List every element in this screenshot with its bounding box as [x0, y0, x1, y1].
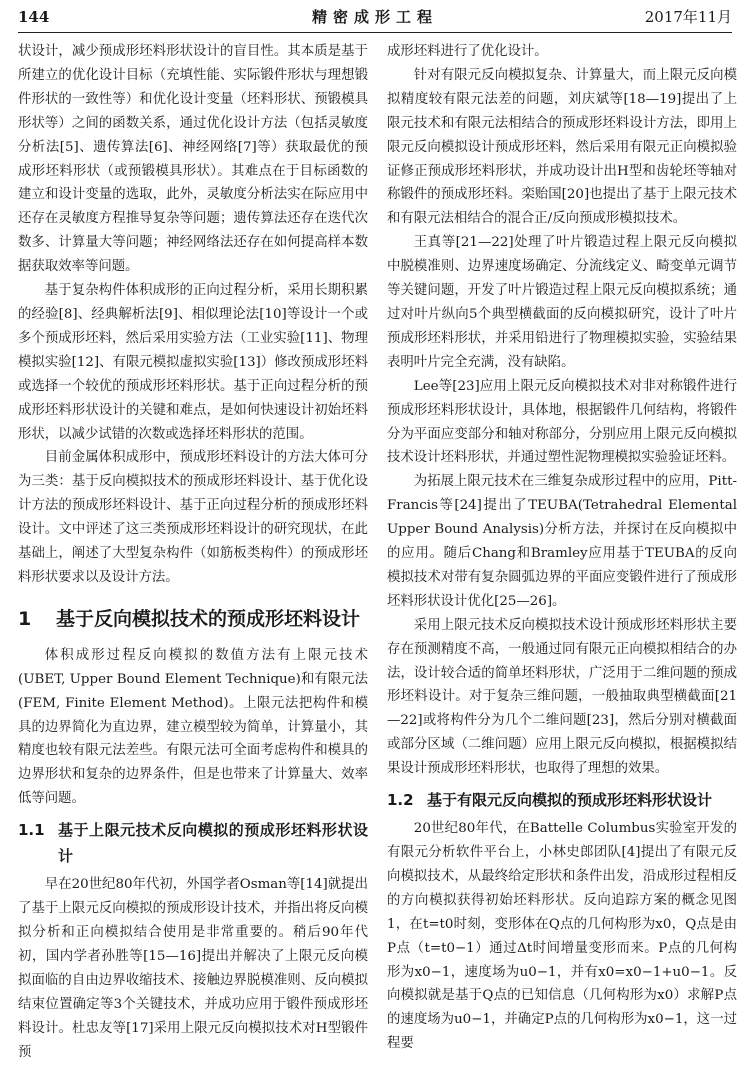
paragraph: 王真等[21—22]处理了叶片锻造过程上限元反向模拟中脱模准则、边界速度场确定、分流线定义、畸变单元调节等关键问题，开发了叶片锻造过程上限元反向模拟系统；通过对叶片纵向5个典型横截面的反向模拟研究，设计了叶片预成形坯料形状，并采用铅进行了物理模拟实验，实验结果表明叶片完全充满，没有缺陷。 [387, 235, 737, 370]
paragraph: 针对有限元反向模拟复杂、计算量大，而上限元反向模拟精度较有限元法差的问题，刘庆斌等[18—19]提出了上限元技术和有限元法相结合的预成形坯料设计方法，即用上限元反向模拟设计预成形坯料，然后采用有限元正向模拟验证修正预成形坯料形状，并成功设计出H型和齿轮坯等轴对称锻件的预成形坯料。栾贻国[20]也提出了基于上限元技术和有限元法相结合的混合正/反向预成形模拟技术。 [387, 67, 737, 227]
issue-date: 2017年11月 [644, 8, 732, 26]
paragraph: 基于复杂构件体积成形的正向过程分析，采用长期积累的经验[8]、经典解析法[9]、相似理论法[10]等设计一个或多个预成形坯料，然后采用实验方法（工业实验[11]、物理模拟实验[12]、有限元模拟虚拟实验[13]）修改预成形坯料或选择一个较优的预成形坯料形状。基于正向过程分析的预成形坯料形状设计的关键和难点，是如何快速设计初始坯料形状，以减少试错的次数或选择坯料形状的范围。 [18, 283, 368, 442]
paragraph: 目前金属体积成形中，预成形坯料设计的方法大体可分为三类：基于反向模拟技术的预成形坯料设计、基于优化设计方法的预成形坯料设计、基于正向过程分析的预成形坯料设计。文中评述了这三类预成形坯料设计的研究现状，在此基础上，阐述了大型复杂构件（如筋板类构件）的预成形坯料形状要求以及设计方法。 [18, 450, 368, 585]
section-number: 1.2 [387, 791, 414, 810]
section-heading-1 [18, 602, 368, 636]
paragraph: 体积成形过程反向模拟的数值方法有上限元技术(UBET, Upper Bound Element Technique)和有限元法(FEM, Finite Element Method)。上限元法把构件和模具的边界简化为直边界，建立模型较为简单，计算量小，其精度也较有限元法差些。有限元法可全面考虑构件和模具的边界形状和复杂的边界条件，但是也带来了计算量大、效率低等问题。 [18, 647, 368, 807]
left-column [18, 40, 368, 1064]
section-number: 1.1 [18, 821, 45, 840]
section-heading-1-2 [387, 787, 737, 813]
right-column [387, 40, 737, 1056]
paragraph: 早在20世纪80年代初，外国学者Osman等[14]就提出了基于上限元反向模拟的预成形设计技术，并指出将反向模拟分析和正向模拟结合使用是非常重要的。稍后90年代初，国内学者孙胜等[15—16]提出并解决了上限元反向模拟面临的自由边界收缩技术、接触边界脱模准则、反向模拟结束位置确定等3个关键技术，并成功应用于锻件预成形坯料设计。杜忠友等[17]采用上限元反向模拟技术对H型锻件预 [18, 877, 368, 1060]
paragraph: 采用上限元技术反向模拟技术设计预成形坯料形状主要存在预测精度不高，一般通过同有限元正向模拟相结合的办法，设计较合适的简单坯料形状，广泛用于二维问题的预成形坯料设计。对于复杂三维问题，一般抽取典型横截面[21—22]或将构件分为几个二维问题[23]，然后分别对横截面或部分区域（二维问题）应用上限元反向模拟，根据模拟结果设计预成形坯料形状，也取得了理想的效果。 [387, 617, 737, 777]
paragraph: 为拓展上限元技术在三维复杂成形过程中的应用，Pitt-Francis等[24]提出了TEUBA(Tetrahedral Elemental Upper Bound Analysis)分析方法，并探讨在反向模拟中的应用。随后Chang和Bramley应用基于TEUBA的反向模拟技术对带有复杂圆弧边界的平面应变锻件进行了预成形坯料形状设计优化[25—26]。 [387, 474, 737, 609]
journal-name: 精密成形工程 [311, 8, 438, 26]
section-heading-1-1 [18, 817, 368, 869]
paragraph: 20世纪80年代，在Battelle Columbus实验室开发的有限元分析软件平台上，小林史郎团队[4]提出了有限元反向模拟技术，从最终给定形状和条件出发，沿成形过程相反的方向模拟获得初始坯料形状。反向追踪方案的概念见图1，在t=t0时刻，变形体在Q点的几何构形为x0，Q点是由P点（t=t0−1）通过Δt时间增量变形而来。P点的几何构形为x0−1，速度场为u0−1，并有x0=x0−1+u0−1。反向模拟就是基于Q点的已知信息（几何构形为x0）求解P点的速度场为u0−1，并确定P点的几何构形为x0−1，这一过程要 [387, 821, 737, 1052]
section-number: 1 [18, 607, 32, 630]
section-title: 基于有限元反向模拟的预成形坯料形状设计 [427, 791, 713, 810]
paragraph: 成形坯料进行了优化设计。 [387, 44, 548, 59]
section-title: 基于上限元技术反向模拟的预成形坯料形状设计 [58, 821, 368, 866]
paragraph: 状设计，减少预成形坯料形状设计的盲目性。其本质是基于所建立的优化设计目标（充填性能、实际锻件形状与理想锻件形状的一致性等）和优化设计变量（坯料形状、预锻模具形状等）之间的函数关系，通过优化设计方法（包括灵敏度分析法[5]、遗传算法[6]、神经网络[7]等）获取最优的预成形坯料形状（或预锻模具形状）。其难点在于目标函数的建立和设计变量的选取，此外，灵敏度分析法实在际应用中还存在灵敏度方程推导复杂等问题；遗传算法还存在迭代次数多、计算量大等问题；神经网络法还存在如何提高样本数据获取效率等问题。 [18, 44, 368, 275]
page-header [18, 4, 732, 33]
page-number: 144 [18, 8, 50, 26]
section-title: 基于反向模拟技术的预成形坯料设计 [56, 607, 361, 630]
paragraph: Lee等[23]应用上限元反向模拟技术对非对称锻件进行预成形坯料形状设计，具体地，根据锻件几何结构，将锻件分为平面应变部分和轴对称部分，分别应用上限元反向模拟技术设计坯料形状，并通过塑性泥物理模拟实验验证坯料。 [387, 378, 737, 466]
